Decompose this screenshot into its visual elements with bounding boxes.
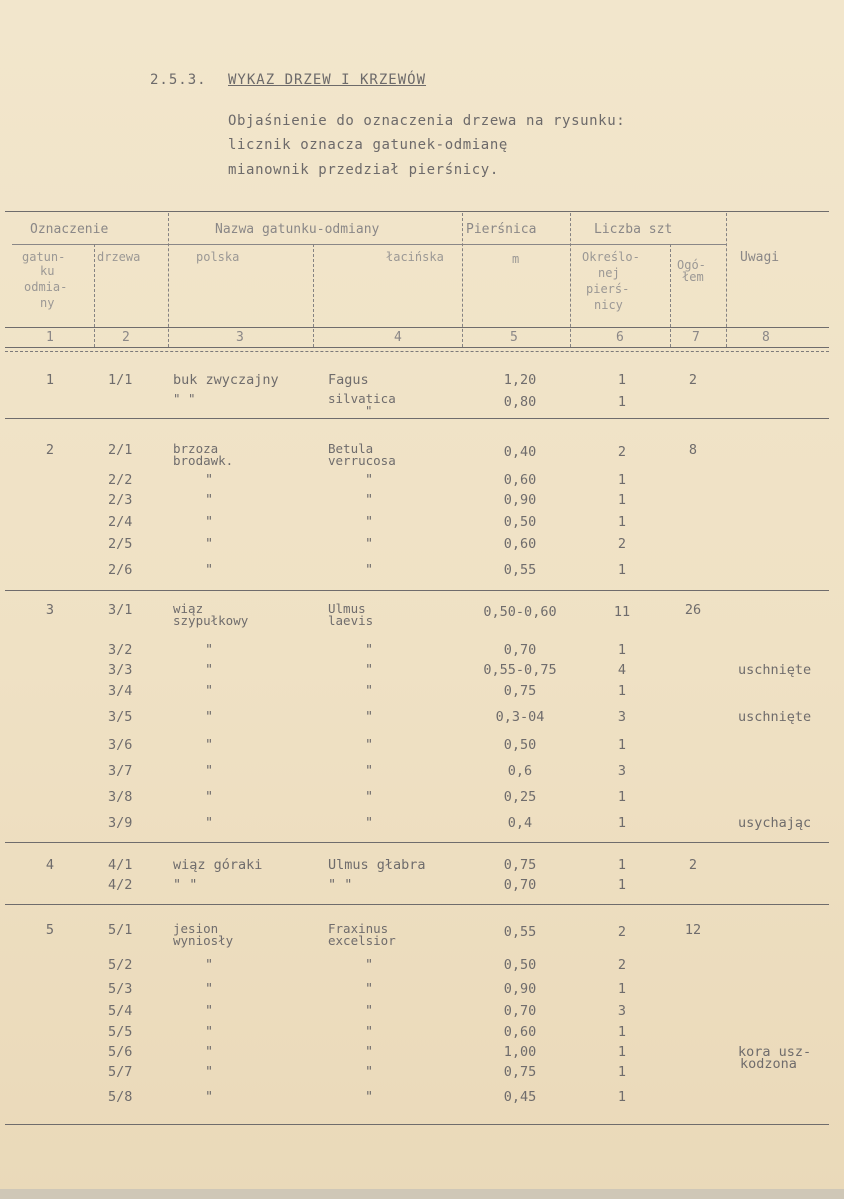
cell-piersnica: 0,75 [503, 1064, 537, 1080]
column-number: 4 [394, 330, 402, 345]
table-bottom-rule [5, 1124, 829, 1125]
cell-piersnica: 0,75 [503, 857, 537, 873]
cell-piersnica: 0,55 [503, 562, 537, 578]
cell-count: 1 [617, 562, 627, 578]
cell-polish-name: " [205, 1064, 214, 1080]
cell-polish-name: " [205, 737, 214, 753]
cell-piersnica: 0,45 [503, 1089, 537, 1105]
cell-latin-name: " [365, 789, 374, 805]
cell-polish-name: " [205, 789, 214, 805]
cell-latin-name: Ulmus [328, 601, 366, 616]
cell-polish-name: " " [173, 877, 198, 893]
cell-polish-name: " [205, 763, 214, 779]
header-gatunku: ku [40, 264, 55, 278]
cell-total: 26 [684, 602, 702, 618]
cell-tree: 2/3 [108, 492, 133, 508]
cell-polish-name: " [205, 492, 214, 508]
cell-tree: 1/1 [108, 372, 133, 388]
explanation-line: licznik oznacza gatunek-odmianę [228, 137, 508, 153]
cell-count: 1 [617, 789, 627, 805]
section-number: 2.5.3. [150, 72, 207, 88]
column-divider [570, 213, 571, 347]
cell-piersnica: 0,3-04 [495, 709, 545, 725]
cell-latin-name: " [365, 1064, 374, 1080]
cell-piersnica: 0,6 [507, 763, 533, 779]
cell-tree: 3/7 [108, 763, 133, 779]
cell-piersnica: 0,70 [503, 1003, 537, 1019]
cell-polish-name: wiąz góraki [173, 857, 263, 873]
cell-latin-name: excelsior [328, 933, 396, 948]
cell-latin-name: " [365, 981, 374, 997]
header-ogolem: łem [682, 270, 704, 284]
cell-latin-name: verrucosa [328, 453, 396, 468]
cell-tree: 5/1 [108, 922, 133, 938]
cell-polish-name: jesion [173, 921, 219, 936]
cell-tree: 2/1 [108, 442, 133, 458]
cell-tree: 2/6 [108, 562, 133, 578]
column-number: 8 [762, 330, 770, 345]
cell-latin-name: " [365, 536, 374, 552]
cell-tree: 5/8 [108, 1089, 133, 1105]
cell-piersnica: 0,90 [503, 981, 537, 997]
cell-piersnica: 0,55 [503, 924, 537, 940]
cell-count: 1 [617, 1064, 627, 1080]
column-number: 1 [46, 330, 54, 345]
cell-latin-name: " [365, 709, 374, 725]
column-number: 6 [616, 330, 624, 345]
cell-latin-name: " [365, 957, 374, 973]
cell-latin-name: laevis [328, 613, 374, 628]
cell-polish-name: brzoza [173, 441, 219, 456]
cell-piersnica: 0,70 [503, 642, 537, 658]
header-polska: polska [196, 250, 240, 264]
explanation-line: Objaśnienie do oznaczenia drzewa na rysunku: [228, 113, 626, 129]
cell-piersnica: 0,60 [503, 536, 537, 552]
cell-tree: 3/3 [108, 662, 133, 678]
section-title: WYKAZ DRZEW I KRZEWÓW [228, 72, 427, 88]
header-drzewa: drzewa [97, 250, 141, 264]
cell-piersnica: 0,40 [503, 444, 537, 460]
cell-latin-name: " [365, 815, 374, 831]
cell-latin-name: silvatica [328, 391, 396, 406]
cell-polish-name: szypułkowy [173, 613, 249, 628]
cell-latin-name: " [365, 472, 374, 488]
numbers-rule [5, 347, 829, 348]
cell-count: 2 [617, 444, 627, 460]
header-okreslonej: pierś- [586, 282, 630, 296]
header-uwagi: Uwagi [740, 250, 780, 265]
cell-note: usychając [738, 815, 812, 831]
cell-total: 8 [688, 442, 698, 458]
cell-piersnica: 0,55-0,75 [483, 662, 557, 678]
cell-piersnica: 0,4 [507, 815, 533, 831]
cell-tree: 5/7 [108, 1064, 133, 1080]
cell-total: 2 [688, 372, 698, 388]
cell-count: 1 [617, 372, 627, 388]
cell-latin-name: " [365, 514, 374, 530]
column-number: 7 [692, 330, 700, 345]
cell-polish-name: " [205, 472, 214, 488]
cell-polish-name: " [205, 514, 214, 530]
cell-latin-name: " [365, 1003, 374, 1019]
header-gatunku: gatun- [22, 250, 66, 264]
cell-count: 2 [617, 924, 627, 940]
cell-tree: 5/4 [108, 1003, 133, 1019]
cell-tree: 5/5 [108, 1024, 133, 1040]
cell-latin-name: " [365, 1024, 374, 1040]
cell-count: 1 [617, 1089, 627, 1105]
cell-count: 1 [617, 514, 627, 530]
cell-polish-name: " [205, 562, 214, 578]
cell-polish-name: wiąz [173, 601, 204, 616]
cell-tree: 2/4 [108, 514, 133, 530]
cell-tree: 2/5 [108, 536, 133, 552]
cell-polish-name: " " [173, 391, 196, 406]
cell-piersnica: 0,70 [503, 877, 537, 893]
cell-piersnica: 0,50 [503, 737, 537, 753]
cell-tree: 3/4 [108, 683, 133, 699]
cell-latin-name: " [365, 403, 373, 418]
cell-group: 1 [45, 372, 55, 388]
cell-polish-name: " [205, 1003, 214, 1019]
cell-count: 1 [617, 857, 627, 873]
cell-piersnica: 0,50 [503, 514, 537, 530]
cell-count: 1 [617, 981, 627, 997]
cell-polish-name: buk zwyczajny [173, 372, 279, 388]
column-divider [462, 213, 463, 347]
cell-polish-name: wyniosły [173, 933, 234, 948]
header-okreslonej: Określo- [582, 250, 640, 264]
column-divider [670, 244, 671, 347]
column-number: 5 [510, 330, 518, 345]
cell-count: 1 [617, 1044, 627, 1060]
header-okreslonej: nej [598, 266, 620, 280]
cell-count: 1 [617, 472, 627, 488]
cell-piersnica: 0,60 [503, 472, 537, 488]
cell-piersnica: 0,75 [503, 683, 537, 699]
cell-count: 1 [617, 642, 627, 658]
header-okreslonej: nicy [594, 298, 623, 312]
cell-count: 3 [617, 1003, 627, 1019]
group-separator [5, 842, 829, 843]
cell-latin-name: " [365, 683, 374, 699]
cell-latin-name: " [365, 1044, 374, 1060]
column-divider [726, 213, 727, 347]
cell-latin-name: Fraxinus [328, 921, 389, 936]
column-divider [313, 244, 314, 347]
header-piersnica-unit: m [512, 252, 520, 266]
cell-polish-name: " [205, 1024, 214, 1040]
cell-note: uschnięte [738, 662, 812, 678]
numbers-rule-double [5, 351, 829, 352]
header-gatunku: ny [40, 296, 55, 310]
cell-latin-name: Betula [328, 441, 374, 456]
cell-tree: 5/6 [108, 1044, 133, 1060]
group-separator [5, 590, 829, 591]
header-nazwa: Nazwa gatunku-odmiany [215, 222, 380, 237]
cell-count: 2 [617, 957, 627, 973]
column-divider [94, 244, 95, 347]
cell-total: 2 [688, 857, 698, 873]
column-number: 3 [236, 330, 244, 345]
cell-polish-name: brodawk. [173, 453, 234, 468]
cell-polish-name: " [205, 815, 214, 831]
cell-tree: 5/2 [108, 957, 133, 973]
header-piersnica: Pierśnica [466, 222, 537, 237]
cell-note: kodzona [740, 1056, 797, 1072]
cell-piersnica: 0,25 [503, 789, 537, 805]
cell-polish-name: " [205, 709, 214, 725]
cell-count: 4 [617, 662, 627, 678]
cell-latin-name: Ulmus głabra [328, 857, 426, 873]
cell-tree: 4/1 [108, 857, 133, 873]
cell-count: 11 [613, 604, 631, 620]
cell-piersnica: 0,90 [503, 492, 537, 508]
cell-latin-name: " [365, 737, 374, 753]
cell-latin-name: " [365, 763, 374, 779]
cell-group: 4 [45, 857, 55, 873]
cell-note: uschnięte [738, 709, 812, 725]
cell-tree: 4/2 [108, 877, 133, 893]
cell-polish-name: " [205, 957, 214, 973]
cell-polish-name: " [205, 536, 214, 552]
cell-count: 1 [617, 683, 627, 699]
cell-count: 2 [617, 536, 627, 552]
cell-tree: 3/5 [108, 709, 133, 725]
cell-polish-name: " [205, 1044, 214, 1060]
cell-piersnica: 0,50-0,60 [483, 604, 557, 620]
cell-polish-name: " [205, 1089, 214, 1105]
header-oznaczenie: Oznaczenie [30, 222, 109, 237]
cell-count: 1 [617, 737, 627, 753]
header-ogolem: Ogó- [677, 258, 706, 272]
cell-tree: 3/8 [108, 789, 133, 805]
cell-count: 1 [617, 492, 627, 508]
explanation-line: mianownik przedział pierśnicy. [228, 162, 499, 178]
cell-count: 1 [617, 877, 627, 893]
header-rule [5, 327, 829, 328]
cell-piersnica: 1,00 [503, 1044, 537, 1060]
cell-count: 3 [617, 709, 627, 725]
cell-polish-name: " [205, 981, 214, 997]
cell-piersnica: 0,60 [503, 1024, 537, 1040]
cell-piersnica: 0,80 [503, 394, 537, 410]
cell-group: 3 [45, 602, 55, 618]
cell-latin-name: " [365, 1089, 374, 1105]
cell-latin-name: " [365, 642, 374, 658]
group-separator [5, 904, 829, 905]
cell-piersnica: 1,20 [503, 372, 537, 388]
cell-tree: 3/9 [108, 815, 133, 831]
cell-piersnica: 0,50 [503, 957, 537, 973]
cell-group: 2 [45, 442, 55, 458]
cell-tree: 3/6 [108, 737, 133, 753]
column-number: 2 [122, 330, 130, 345]
cell-count: 1 [617, 815, 627, 831]
group-separator [5, 418, 829, 419]
cell-tree: 3/1 [108, 602, 133, 618]
column-divider [168, 213, 169, 347]
cell-count: 1 [617, 394, 627, 410]
cell-count: 1 [617, 1024, 627, 1040]
header-liczba: Liczba szt [594, 222, 673, 237]
table-top-rule [5, 211, 829, 212]
cell-latin-name: " [365, 562, 374, 578]
cell-group: 5 [45, 922, 55, 938]
cell-tree: 5/3 [108, 981, 133, 997]
page-edge [0, 1189, 844, 1199]
cell-tree: 2/2 [108, 472, 133, 488]
cell-polish-name: " [205, 662, 214, 678]
cell-latin-name: " [365, 662, 374, 678]
cell-note: kora usz- [738, 1044, 812, 1060]
header-sub-rule [12, 244, 727, 245]
cell-tree: 3/2 [108, 642, 133, 658]
header-lacinska: łacińska [386, 250, 444, 264]
cell-latin-name: " " [328, 877, 353, 893]
cell-latin-name: " [365, 492, 374, 508]
cell-polish-name: " [205, 683, 214, 699]
cell-polish-name: " [205, 642, 214, 658]
cell-latin-name: Fagus [328, 372, 369, 388]
cell-total: 12 [684, 922, 702, 938]
cell-count: 3 [617, 763, 627, 779]
header-gatunku: odmia- [24, 280, 68, 294]
